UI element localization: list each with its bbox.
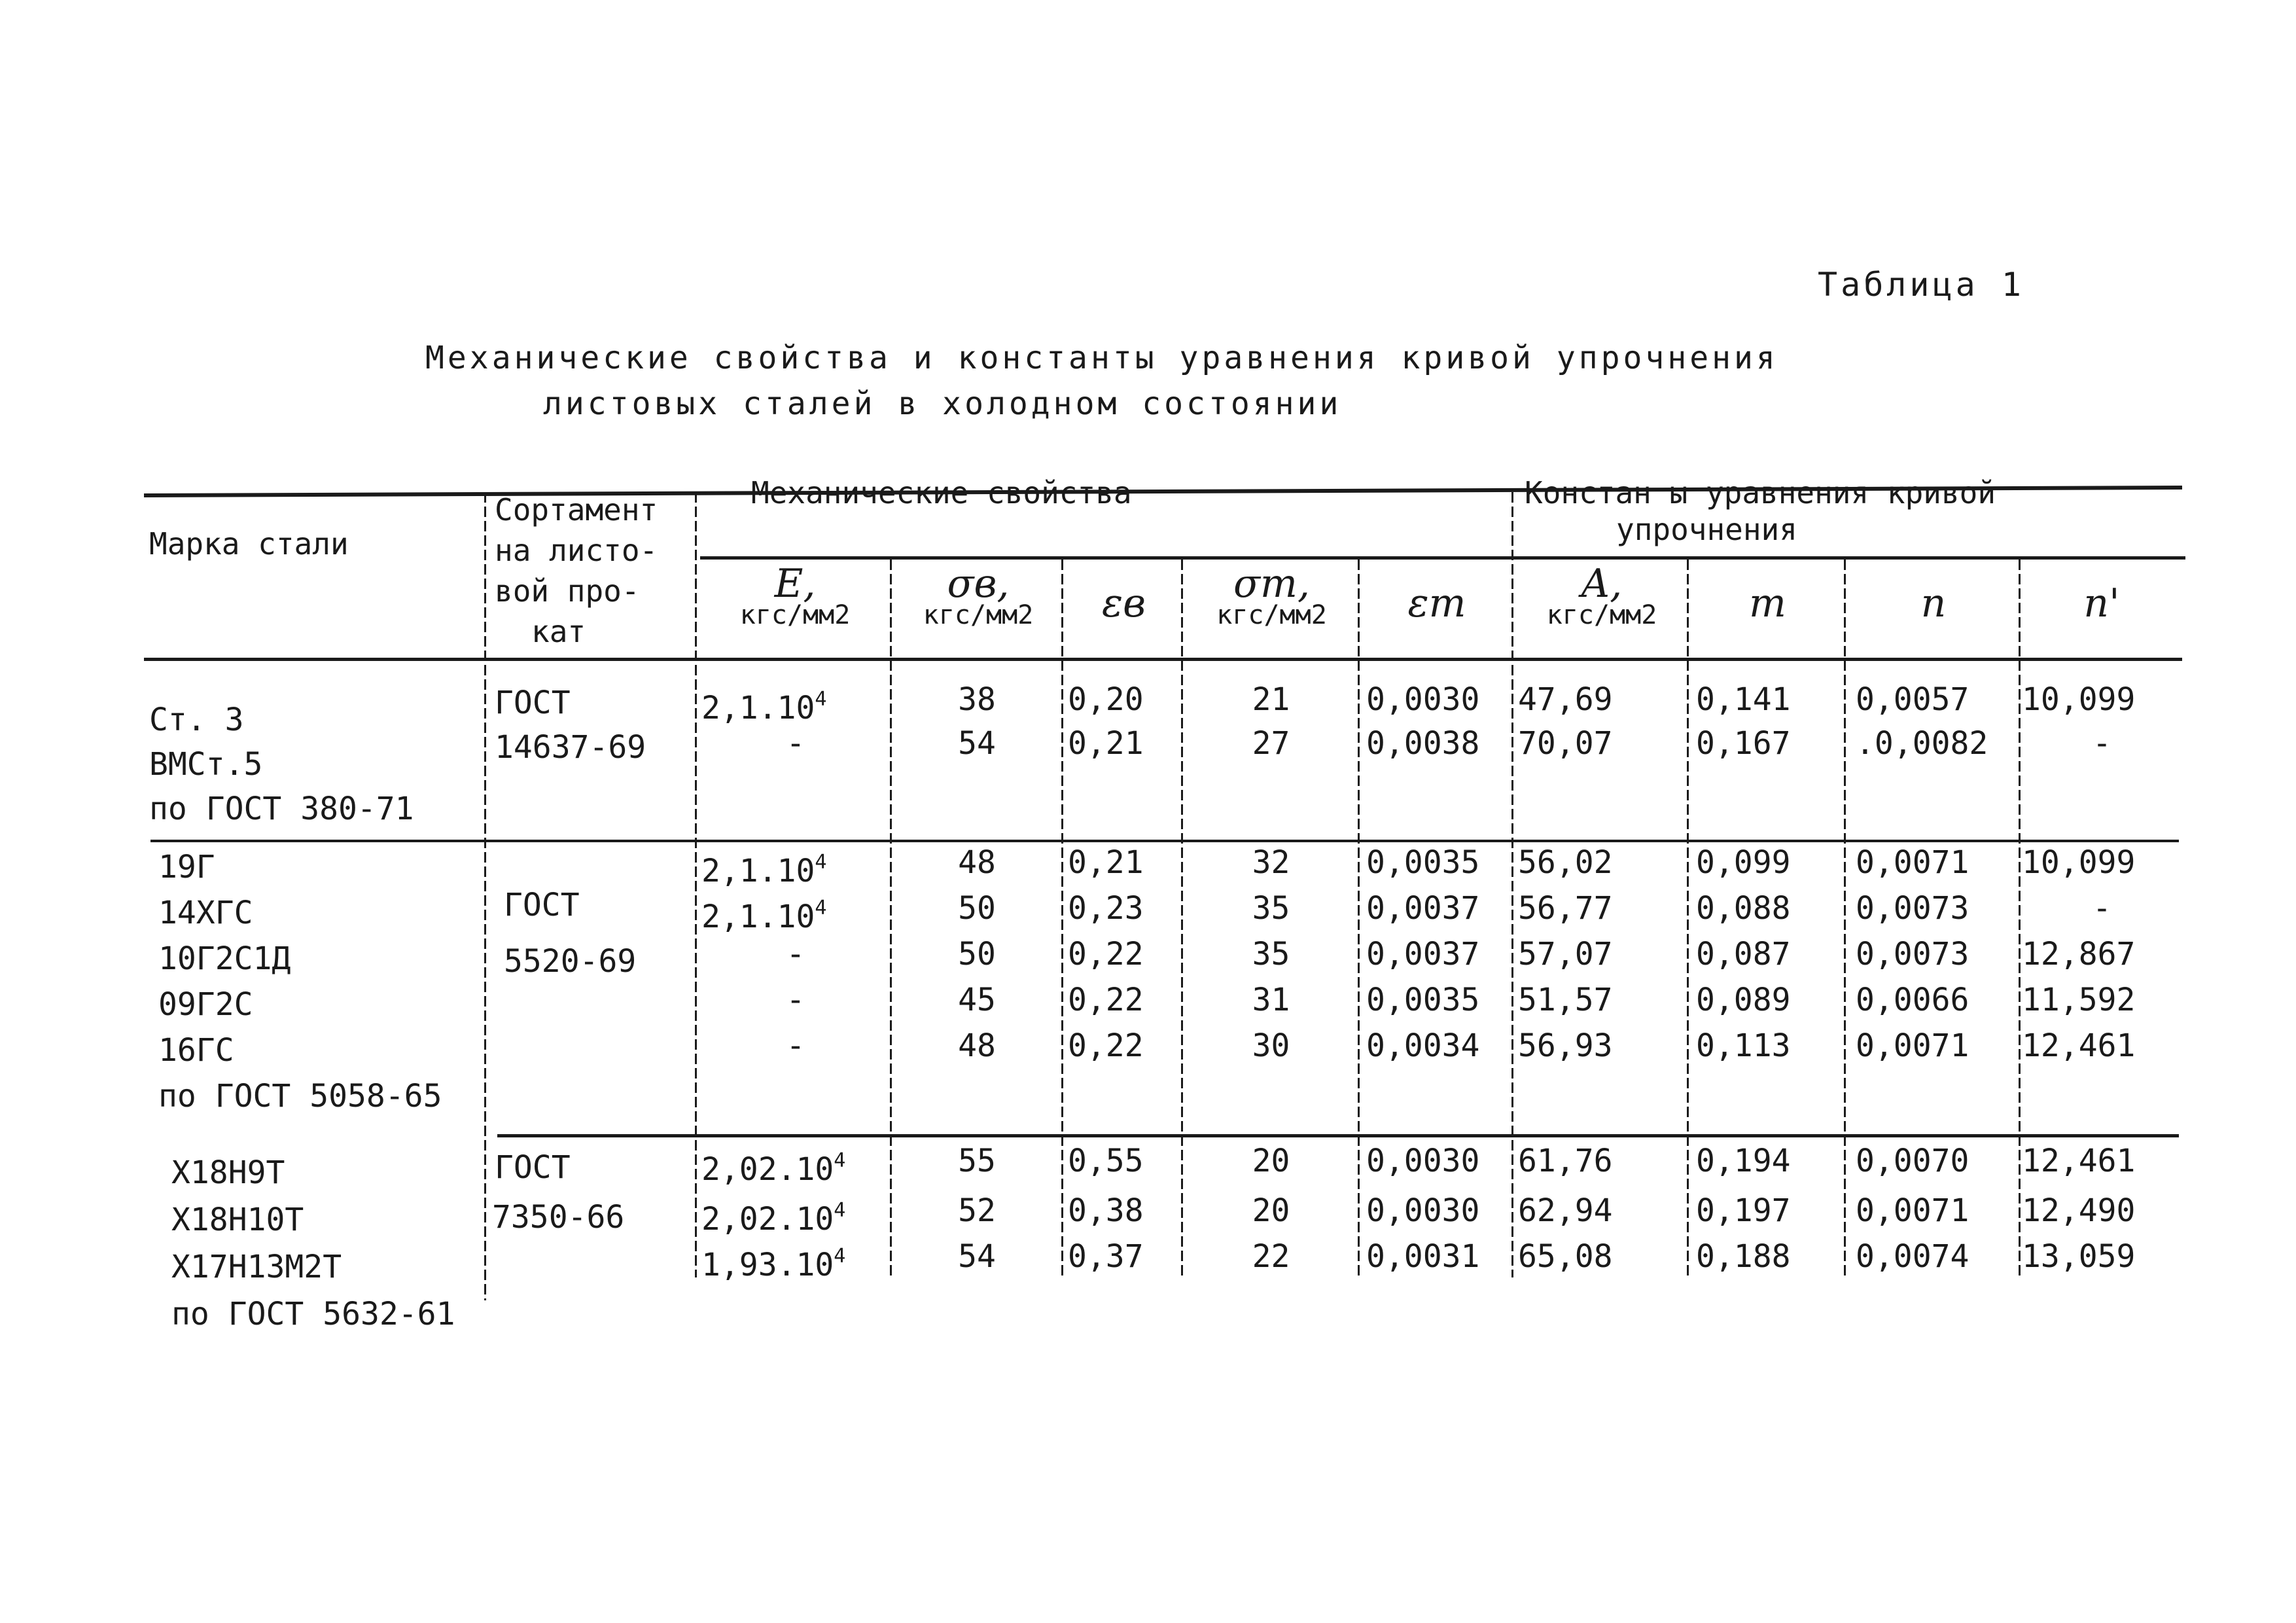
cell-value: 0,0057 (1856, 681, 1969, 718)
cell-value: 0,141 (1696, 681, 1791, 718)
header-sortament-line: на листо- (495, 533, 658, 568)
table-cell-m (1696, 1188, 1844, 1233)
cell-value: 22 (1252, 1238, 1290, 1275)
cell-value: 0,0074 (1856, 1238, 1969, 1275)
table-cell-A (1518, 886, 1687, 931)
cell-value: 1,93.10 (701, 1247, 834, 1283)
cell-value: 0,0035 (1366, 982, 1480, 1018)
cell-value: .0,0082 (1856, 725, 1988, 762)
header-sortament-line: вой про- (495, 573, 640, 609)
cell-value: 0,197 (1696, 1192, 1791, 1229)
table-cell-m (1696, 978, 1844, 1022)
table-cell-st (1184, 978, 1358, 1022)
table-cell-n (1856, 1188, 2019, 1233)
table-cell-eb (1068, 840, 1181, 885)
cell-value: 12,461 (2022, 1027, 2136, 1064)
cell-exponent: 4 (834, 1199, 846, 1222)
table-label: Таблица 1 (1818, 266, 2024, 304)
cell-value: 70,07 (1518, 725, 1613, 762)
cell-value: 0,0035 (1366, 844, 1480, 881)
table-cell-eb (1068, 932, 1181, 976)
cell-value: 0,167 (1696, 725, 1791, 762)
cell-value: 20 (1252, 1143, 1290, 1179)
cell-value: 0,20 (1068, 681, 1144, 718)
cell-value: 2,1.10 (701, 853, 815, 889)
grade-line: 16ГС (158, 1032, 234, 1069)
cell-exponent: 4 (834, 1149, 846, 1172)
grade-line: Х18Н10Т (171, 1202, 304, 1238)
table-cell-et (1366, 978, 1511, 1022)
table-cell-sb (892, 932, 1061, 976)
cell-value: - (786, 982, 805, 1018)
cell-value: 0,0070 (1856, 1143, 1969, 1179)
cell-value: 0,099 (1696, 844, 1791, 881)
table-cell-sb (892, 840, 1061, 885)
cell-value: 0,0071 (1856, 844, 1969, 881)
table-cell-n2 (2022, 932, 2182, 976)
cell-value: 21 (1252, 681, 1290, 718)
cell-value: 10,099 (2022, 681, 2136, 718)
table-cell-eb (1068, 886, 1181, 931)
table-cell-st (1184, 932, 1358, 976)
table-cell-n (1856, 1024, 2019, 1068)
cell-value: 38 (958, 681, 996, 718)
table-cell-et (1366, 840, 1511, 885)
cell-value: 56,93 (1518, 1027, 1613, 1064)
table-cell-n2 (2022, 677, 2182, 722)
cell-value: 0,22 (1068, 1027, 1144, 1064)
cell-value: - (786, 1027, 805, 1064)
table-cell-et (1366, 721, 1511, 766)
cell-value: 10,099 (2022, 844, 2136, 881)
col-divider (1687, 560, 1689, 1277)
table-cell-n2 (2022, 886, 2182, 931)
table-cell-n (1856, 1234, 2019, 1279)
table-cell-m (1696, 1234, 1844, 1279)
table-cell-sb (892, 978, 1061, 1022)
cell-value: 35 (1252, 936, 1290, 972)
cell-value: 20 (1252, 1192, 1290, 1229)
col-unit-sigma-t: кгс/мм2 (1216, 600, 1327, 630)
grade-cell (158, 844, 442, 1119)
table-cell-m (1696, 886, 1844, 931)
table-cell-A (1518, 1188, 1687, 1233)
table-cell-sb (892, 677, 1061, 722)
rule-header-bottom (144, 658, 2182, 661)
cell-value: 30 (1252, 1027, 1290, 1064)
grade-cell (171, 1149, 455, 1338)
cell-value: 0,088 (1696, 890, 1791, 927)
grade-line: Х17Н13М2Т (171, 1249, 342, 1285)
sortament-line: 14637-69 (495, 729, 646, 766)
cell-value: 0,0037 (1366, 936, 1480, 972)
table-cell-E (701, 1188, 890, 1241)
table-cell-E (701, 978, 890, 1022)
header-sortament (495, 490, 658, 652)
table-cell-n2 (2022, 1139, 2182, 1183)
cell-value: 27 (1252, 725, 1290, 762)
table-cell-n (1856, 721, 2019, 766)
col-divider (695, 492, 697, 1277)
cell-exponent: 4 (815, 688, 827, 711)
table-cell-E (701, 932, 890, 976)
table-cell-sb (892, 886, 1061, 931)
cell-value: 47,69 (1518, 681, 1613, 718)
cell-value: 54 (958, 725, 996, 762)
col-divider (1844, 560, 1846, 1277)
col-divider (1358, 560, 1360, 1277)
header-constants-line: упрочнения (1616, 512, 1797, 547)
cell-value: 0,38 (1068, 1192, 1144, 1229)
cell-value: - (786, 936, 805, 972)
table-cell-n (1856, 886, 2019, 931)
cell-value: 0,23 (1068, 890, 1144, 927)
table-cell-eb (1068, 721, 1181, 766)
header-grade: Марка стали (149, 526, 349, 562)
cell-value: 52 (958, 1192, 996, 1229)
table-cell-E (701, 1234, 890, 1287)
cell-value: 12,867 (2022, 936, 2136, 972)
cell-value: 11,592 (2022, 982, 2136, 1018)
table-cell-n (1856, 840, 2019, 885)
table-cell-A (1518, 1024, 1687, 1068)
grade-line: 14ХГС (158, 895, 253, 931)
table-cell-E (701, 886, 890, 939)
col-divider (1061, 560, 1063, 1277)
cell-value: 0,087 (1696, 936, 1791, 972)
table-cell-A (1518, 978, 1687, 1022)
cell-value: 0,194 (1696, 1143, 1791, 1179)
table-cell-eb (1068, 1234, 1181, 1279)
col-symbol-eps-t: εт (1407, 580, 1466, 626)
table-cell-A (1518, 677, 1687, 722)
grade-cell (149, 698, 414, 831)
table-cell-E (701, 1024, 890, 1068)
cell-value: 50 (958, 936, 996, 972)
cell-value: 0,0030 (1366, 681, 1480, 718)
cell-value: 0,0030 (1366, 1192, 1480, 1229)
col-symbol-sigma-t: σт, (1233, 561, 1310, 607)
table-cell-st (1184, 886, 1358, 931)
table-cell-et (1366, 1234, 1511, 1279)
table-cell-n (1856, 932, 2019, 976)
cell-value: 62,94 (1518, 1192, 1613, 1229)
col-symbol-m: m (1749, 580, 1786, 626)
table-cell-eb (1068, 978, 1181, 1022)
table-cell-A (1518, 840, 1687, 885)
table-cell-sb (892, 1188, 1061, 1233)
cell-value: - (2093, 725, 2111, 762)
cell-value: 0,0073 (1856, 890, 1969, 927)
cell-value: 0,55 (1068, 1143, 1144, 1179)
cell-value: 0,0066 (1856, 982, 1969, 1018)
col-divider (484, 492, 486, 1300)
title-line-1: Механические свойства и константы уравнения кривой упрочнения (425, 340, 1778, 376)
sortament-cell (492, 1143, 624, 1242)
table-cell-st (1184, 1139, 1358, 1183)
table-cell-st (1184, 840, 1358, 885)
cell-value: 0,21 (1068, 725, 1144, 762)
grade-line: 19Г (158, 849, 215, 885)
table-cell-st (1184, 1188, 1358, 1233)
cell-value: 0,089 (1696, 982, 1791, 1018)
cell-value: 31 (1252, 982, 1290, 1018)
col-symbol-n: n (1920, 580, 1947, 626)
table-cell-m (1696, 677, 1844, 722)
table-cell-st (1184, 677, 1358, 722)
table-cell-n (1856, 978, 2019, 1022)
cell-value: - (786, 725, 805, 762)
table-cell-A (1518, 1139, 1687, 1183)
cell-value: 35 (1252, 890, 1290, 927)
cell-value: 0,22 (1068, 982, 1144, 1018)
cell-value: 56,02 (1518, 844, 1613, 881)
sortament-line: ГОСТ (495, 1149, 571, 1186)
cell-value: 32 (1252, 844, 1290, 881)
cell-value: 0,113 (1696, 1027, 1791, 1064)
col-unit-sigma-b: кгс/мм2 (923, 600, 1034, 630)
col-divider (1511, 492, 1513, 1277)
cell-value: 0,0030 (1366, 1143, 1480, 1179)
table-cell-A (1518, 932, 1687, 976)
header-constants (1525, 473, 1996, 546)
cell-value: 48 (958, 1027, 996, 1064)
header-sortament-line: кат (531, 614, 586, 649)
cell-value: 54 (958, 1238, 996, 1275)
table-cell-eb (1068, 677, 1181, 722)
table-cell-n2 (2022, 1188, 2182, 1233)
table-cell-st (1184, 1024, 1358, 1068)
cell-value: 56,77 (1518, 890, 1613, 927)
cell-value: 0,0031 (1366, 1238, 1480, 1275)
cell-value: 0,0071 (1856, 1027, 1969, 1064)
table-cell-m (1696, 721, 1844, 766)
grade-line: по ГОСТ 5632-61 (171, 1296, 455, 1332)
table-cell-m (1696, 1139, 1844, 1183)
table-cell-n2 (2022, 721, 2182, 766)
table-cell-et (1366, 932, 1511, 976)
table-cell-n2 (2022, 1024, 2182, 1068)
cell-value: 0,37 (1068, 1238, 1144, 1275)
sortament-cell (495, 681, 646, 770)
col-symbol-E: E, (774, 561, 816, 607)
table-cell-m (1696, 1024, 1844, 1068)
cell-value: 55 (958, 1143, 996, 1179)
table-cell-m (1696, 840, 1844, 885)
cell-value: 0,0073 (1856, 936, 1969, 972)
cell-value: 2,02.10 (701, 1151, 834, 1188)
table-cell-n (1856, 1139, 2019, 1183)
table-title (425, 335, 1778, 427)
table-cell-et (1366, 677, 1511, 722)
col-divider (2019, 560, 2021, 1277)
table-cell-et (1366, 886, 1511, 931)
table-cell-et (1366, 1024, 1511, 1068)
title-line-2: листовых сталей в холодном состоянии (543, 385, 1342, 422)
sortament-line: 5520-69 (504, 943, 637, 980)
cell-value: 0,0037 (1366, 890, 1480, 927)
table-cell-et (1366, 1139, 1511, 1183)
table-cell-n2 (2022, 840, 2182, 885)
grade-line: Х18Н9Т (171, 1154, 285, 1191)
cell-value: 0,21 (1068, 844, 1144, 881)
col-symbol-sigma-b: σв, (947, 561, 1010, 607)
table-cell-E (701, 721, 890, 766)
table-cell-n (1856, 677, 2019, 722)
cell-value: 65,08 (1518, 1238, 1613, 1275)
cell-value: 0,0034 (1366, 1027, 1480, 1064)
cell-exponent: 4 (834, 1245, 846, 1268)
cell-value: 57,07 (1518, 936, 1613, 972)
grade-line: Ст. 3 (149, 702, 244, 738)
table-cell-E (701, 1139, 890, 1192)
rule-subheader (700, 556, 2185, 560)
cell-value: 45 (958, 982, 996, 1018)
table-cell-E (701, 840, 890, 893)
grade-line: по ГОСТ 380-71 (149, 791, 414, 827)
col-unit-E: кгс/мм2 (739, 600, 851, 630)
cell-value: 0,188 (1696, 1238, 1791, 1275)
cell-value: 2,02.10 (701, 1201, 834, 1238)
table-cell-sb (892, 1139, 1061, 1183)
grade-line: ВМСт.5 (149, 746, 263, 783)
cell-value: 0,0071 (1856, 1192, 1969, 1229)
table-cell-m (1696, 932, 1844, 976)
table-cell-sb (892, 1024, 1061, 1068)
cell-value: 50 (958, 890, 996, 927)
cell-value: 0,22 (1068, 936, 1144, 972)
table-cell-st (1184, 721, 1358, 766)
col-symbol-n-prime: n' (2083, 580, 2120, 626)
table-cell-n2 (2022, 978, 2182, 1022)
sortament-line: ГОСТ (495, 685, 571, 721)
sortament-cell (504, 877, 636, 990)
table-cell-et (1366, 1188, 1511, 1233)
col-divider (890, 560, 892, 1277)
col-divider (1181, 560, 1183, 1277)
cell-exponent: 4 (815, 851, 827, 874)
grade-line: 10Г2С1Д (158, 940, 291, 977)
grade-line: по ГОСТ 5058-65 (158, 1078, 442, 1115)
table-cell-eb (1068, 1024, 1181, 1068)
cell-value: 2,1.10 (701, 899, 815, 935)
header-constants-line: Констан ы уравнения кривой (1525, 475, 1996, 510)
table-cell-A (1518, 1234, 1687, 1279)
table-cell-sb (892, 1234, 1061, 1279)
table-cell-eb (1068, 1139, 1181, 1183)
table-cell-A (1518, 721, 1687, 766)
col-unit-A: кгс/мм2 (1546, 600, 1657, 630)
cell-value: 51,57 (1518, 982, 1613, 1018)
grade-line: 09Г2С (158, 986, 253, 1023)
table-cell-eb (1068, 1188, 1181, 1233)
table-cell-n2 (2022, 1234, 2182, 1279)
cell-value: 0,0038 (1366, 725, 1480, 762)
cell-exponent: 4 (815, 897, 827, 919)
sortament-line: 7350-66 (492, 1199, 625, 1236)
cell-value: 48 (958, 844, 996, 881)
rule-group-2 (497, 1134, 2179, 1137)
cell-value: 2,1.10 (701, 690, 815, 726)
cell-value: 12,461 (2022, 1143, 2136, 1179)
col-symbol-eps-b: εв (1101, 580, 1146, 626)
col-symbol-A: A, (1581, 561, 1623, 607)
header-mech-props: Механические свойства (751, 475, 1132, 510)
cell-value: 12,490 (2022, 1192, 2136, 1229)
cell-value: - (2093, 890, 2111, 927)
header-sortament-line: Сортамент (495, 492, 658, 527)
cell-value: 61,76 (1518, 1143, 1613, 1179)
table-cell-sb (892, 721, 1061, 766)
table-cell-st (1184, 1234, 1358, 1279)
cell-value: 13,059 (2022, 1238, 2136, 1275)
sortament-line: ГОСТ (504, 887, 580, 923)
